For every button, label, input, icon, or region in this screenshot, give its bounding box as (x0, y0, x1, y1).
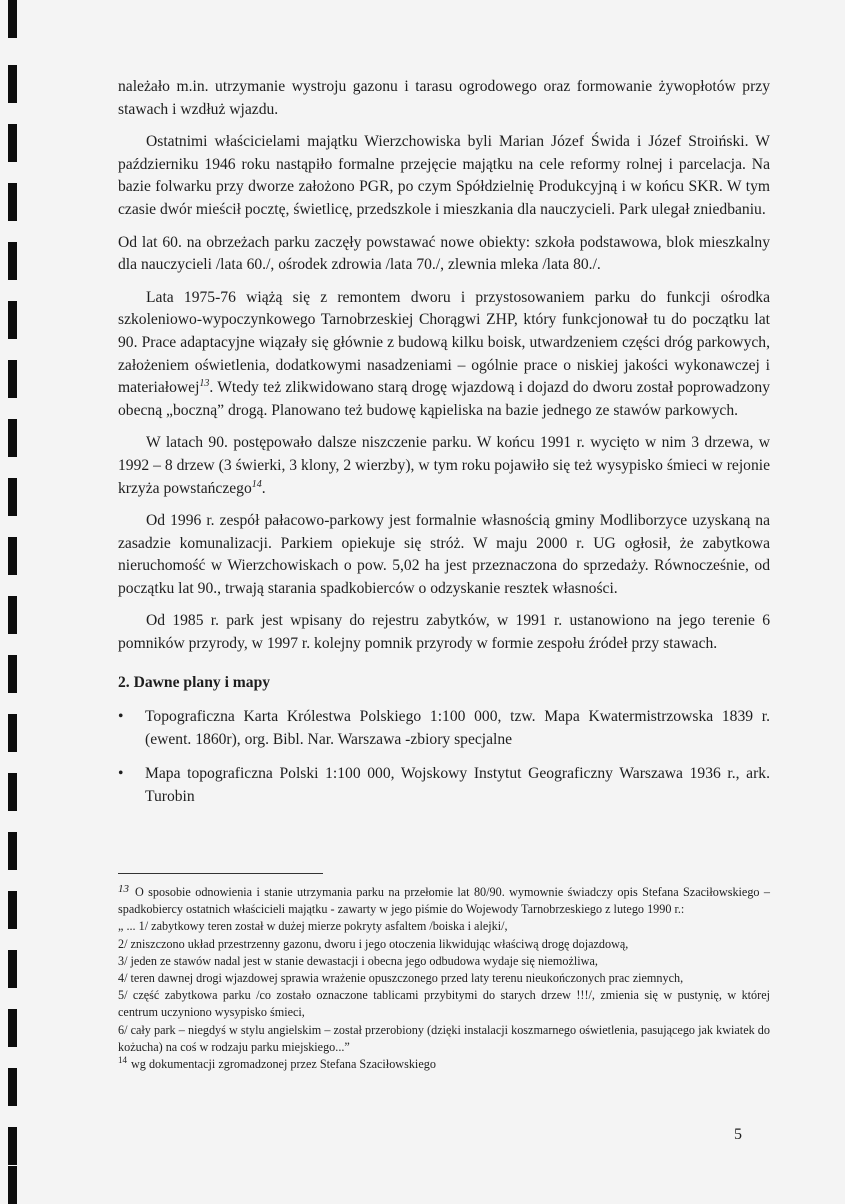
footnote-line: 6/ cały park – niegdyś w stylu angielskim – został przerobiony (dzięki instalacji koszmarnego oświetlenia, pasującego jak kwiatek do kożucha) na coś w rodzaju parku miejskiego...” (118, 1022, 770, 1054)
footnote-number: 14 (118, 1055, 127, 1066)
footnote-14 (118, 1056, 770, 1073)
binding-hole (8, 950, 17, 988)
list-item-text: Topograficzna Karta Królestwa Polskiego 1:100 000, tzw. Mapa Kwatermistrzowska 1839 r. (ewent. 1860r), org. Bibl. Nar. Warszawa -zbiory specjalne (145, 708, 770, 748)
binding-hole (8, 655, 17, 693)
binding-hole (8, 1009, 17, 1047)
paragraph: Od lat 60. na obrzeżach parku zaczęły powstawać nowe obiekty: szkoła podstawowa, blok mieszkalny dla nauczycieli /lata 60./, ośrodek zdrowia /lata 70./, zlewnia mleka /lata 80./. (118, 233, 770, 274)
binding-holes (8, 0, 20, 1199)
paragraph: Ostatnimi właścicielami majątku Wierzchowiska byli Marian Józef Świda i Józef Stroiński. W październiku 1946 roku nastąpiło formalne przejęcie majątku na cele reformy rolnej i parcelacja. Na bazie folwarku przy dworze założono PGR, po czym Spółdzielnię Produkcyjną i w końcu SKR. W tym czasie dwór mieścił pocztę, świetlicę, przedszkole i mieszkania dla nauczycieli. Park ulegał zniedbaniu. (118, 133, 770, 218)
footnote-line: 3/ jeden ze stawów nadal jest w stanie dewastacji i obecna jego odbudowa wydaje się niemożliwa, (118, 953, 598, 968)
binding-hole (8, 360, 17, 398)
bullet-icon: • (118, 765, 124, 783)
paragraph-text: . Wtedy też zlikwidowano starą drogę wjazdową i dojazd do dworu został poprowadzony obecną „boczną” drogą. Planowano też budowę kąpieliska na bazie jednego ze stawów parkowych. (118, 379, 770, 419)
binding-hole (8, 183, 17, 221)
footnotes (118, 884, 770, 1073)
footnote-number: 13 (118, 883, 129, 895)
binding-hole (8, 1127, 17, 1165)
footnote-line: „ ... 1/ zabytkowy teren został w dużej mierze pokryty asfaltem /boiska i alejki/, (118, 919, 508, 934)
paragraph (118, 287, 770, 423)
binding-hole (8, 0, 17, 38)
binding-hole (8, 537, 17, 575)
binding-hole (8, 1166, 17, 1204)
footnote-line: 5/ część zabytkowa parku /co zostało oznaczone tablicami przybitymi do starych drzew !!!/, zmienia się w pustynię, w której centrum uczyniono wysypisko śmieci, (118, 988, 770, 1020)
paragraph-text: . (261, 479, 266, 497)
page-number: 5 (734, 1126, 742, 1143)
section-heading: 2. Dawne plany i mapy (118, 673, 271, 691)
footnote-13 (118, 884, 770, 918)
paragraph-text: Lata 1975-76 wiążą się z remontem dworu i przystosowaniem parku do funkcji ośrodka szkoleniowo-wypoczynkowego Tarnobrzeskiej Chorągwi ZHP, który funkcjonował tu do początku lat 90. Prace adaptacyjne wiązały się głównie z budową kilku boisk, utwardzeniem części dróg parkowych, założeniem oświetlenia, dodatkowymi nasadzeniami – ogólnie prace o niskiej jakości wykonawczej i materiałowej (118, 288, 770, 397)
list-item (118, 706, 770, 751)
footnote-line: 4/ teren dawnej drogi wjazdowej sprawia wrażenie opuszczonego przed laty terenu nieukończonych prac ziemnych, (118, 971, 684, 986)
list-item-text: Mapa topograficzna Polski 1:100 000, Wojskowy Instytut Geograficzny Warszawa 1936 r., ark. Turobin (145, 765, 770, 806)
binding-hole (8, 478, 17, 516)
list-item (118, 763, 770, 808)
binding-hole (8, 891, 17, 929)
footnote-ref[interactable]: 14 (251, 478, 262, 490)
bullet-icon: • (118, 708, 124, 726)
binding-hole (8, 65, 17, 103)
paragraph (118, 432, 770, 500)
paragraph-text: W latach 90. postępowało dalsze niszczenie parku. W końcu 1991 r. wycięto w nim 3 drzewa, w 1992 – 8 drzew (3 świerki, 3 klony, 2 wierzby), w tym roku pojawiło się też wysypisko śmieci w rejonie krzyża powstańczego (118, 434, 770, 497)
binding-hole (8, 1068, 17, 1106)
footnote-text: wg dokumentacji zgromadzonej przez Stefana Szaciłowskiego (131, 1057, 436, 1072)
binding-hole (8, 242, 17, 280)
binding-hole (8, 301, 17, 339)
binding-hole (8, 124, 17, 162)
binding-hole (8, 596, 17, 634)
binding-hole (8, 714, 17, 752)
binding-hole (8, 419, 17, 457)
binding-hole (8, 773, 17, 811)
paragraph: Od 1985 r. park jest wpisany do rejestru zabytków, w 1991 r. ustanowiono na jego terenie 6 pomników przyrody, w 1997 r. kolejny pomnik przyrody w formie zespołu źródeł przy stawach. (118, 612, 770, 653)
footnote-ref[interactable]: 13 (199, 377, 210, 389)
binding-hole (8, 832, 17, 870)
footnote-text: O sposobie odnowienia i stanie utrzymania parku na przełomie lat 80/90. wymownie świadczy opis Stefana Szaciłowskiego – spadkobiercy ostatnich właścicieli majątku - zawarty w jego piśmie do Wojewody Tarnobrzeskiego z lutego 1990 r.: (118, 885, 770, 917)
maps-list (118, 706, 770, 808)
paragraph: Od 1996 r. zespół pałacowo-parkowy jest formalnie własnością gminy Modliborzyce uzyskaną na zasadzie komunalizacji. Parkiem opiekuje się stróż. W maju 2000 r. UG ogłosił, że zabytkowa nieruchomość w Wierzchowiskach o pow. 5,02 ha jest przeznaczona do sprzedaży. Równocześnie, od początku lat 90., trwają starania spadkobierców o odzyskanie resztek własności. (118, 512, 770, 597)
footnote-separator (118, 873, 323, 874)
footnote-line: 2/ zniszczono układ przestrzenny gazonu, dworu i jego otoczenia likwidując właściwą drogę dojazdową, (118, 936, 629, 951)
paragraph: należało m.in. utrzymanie wystroju gazonu i tarasu ogrodowego oraz formowanie żywopłotów przy stawach i wzdłuż wjazdu. (118, 78, 770, 118)
page-body (118, 76, 770, 821)
